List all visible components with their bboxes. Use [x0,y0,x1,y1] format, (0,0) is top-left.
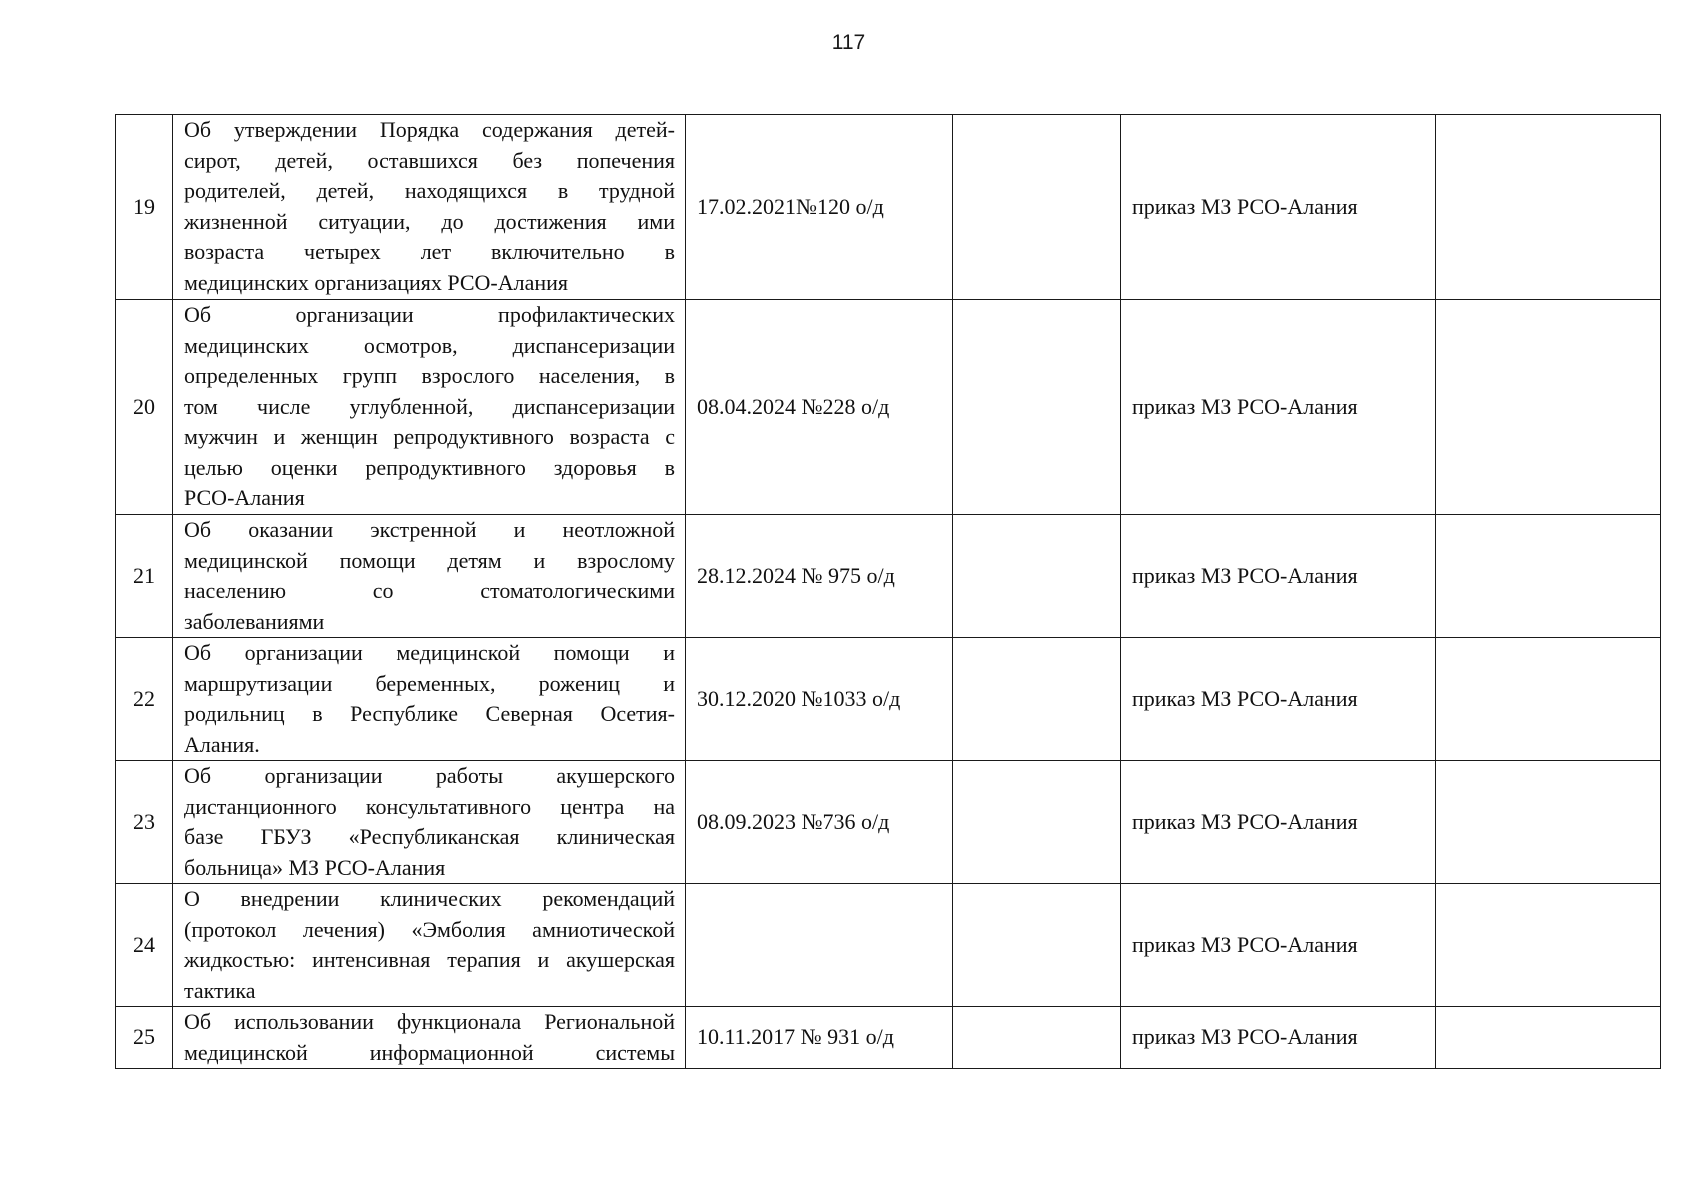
empty-cell [953,300,1121,515]
document-type: приказ МЗ РСО-Алания [1121,300,1436,515]
title-line: Об утверждении Порядка содержания детей- [184,117,675,142]
title-line: сирот, детей, оставшихся без попечения [184,147,675,173]
title-line: Об оказании экстренной и неотложной [184,517,675,542]
document-date-number: 30.12.2020 №1033 о/д [686,638,953,761]
title-line: Об организации работы акушерского [184,763,675,788]
row-number: 20 [116,300,173,515]
empty-cell [953,884,1121,1007]
title-line: заболеваниями [184,608,325,634]
empty-cell [1436,515,1661,638]
title-line: медицинских организациях РСО-Алания [184,269,569,295]
title-line: родильниц в Республике Северная Осетия- [184,701,675,726]
table-row [116,115,1661,300]
row-number: 23 [116,761,173,884]
document-title [173,515,686,638]
title-line: Об организации профилактических [184,302,675,327]
row-number: 25 [116,1007,173,1069]
document-date-number: 08.09.2023 №736 о/д [686,761,953,884]
row-number: 19 [116,115,173,300]
title-line: целью оценки репродуктивного здоровья в [184,454,675,480]
table-row [116,884,1661,1007]
title-line: (протокол лечения) «Эмболия амниотической [184,916,675,942]
title-line: жидкостью: интенсивная терапия и акушерская [184,947,675,972]
document-type: приказ МЗ РСО-Алания [1121,761,1436,884]
document-title [173,761,686,884]
empty-cell [1436,761,1661,884]
document-title [173,884,686,1007]
document-type: приказ МЗ РСО-Алания [1121,515,1436,638]
title-line: медицинских осмотров, диспансеризации [184,332,675,358]
empty-cell [1436,115,1661,300]
document-type: приказ МЗ РСО-Алания [1121,115,1436,300]
table-row [116,515,1661,638]
empty-cell [953,115,1121,300]
row-number: 22 [116,638,173,761]
document-type: приказ МЗ РСО-Алания [1121,638,1436,761]
title-line: Об использовании функционала Региональной [184,1009,675,1034]
title-line: том числе углубленной, диспансеризации [184,393,675,419]
document-type: приказ МЗ РСО-Алания [1121,1007,1436,1069]
empty-cell [953,761,1121,884]
table-row [116,300,1661,515]
document-type: приказ МЗ РСО-Алания [1121,884,1436,1007]
title-line: родителей, детей, находящихся в трудной [184,178,675,203]
title-line: жизненной ситуации, до достижения ими [184,208,675,234]
document-date-number: 08.04.2024 №228 о/д [686,300,953,515]
document-date-number: 17.02.2021№120 о/д [686,115,953,300]
empty-cell [953,515,1121,638]
empty-cell [1436,300,1661,515]
title-line: тактика [184,977,256,1003]
document-date-number: 10.11.2017 № 931 о/д [686,1007,953,1069]
page-number: 117 [831,31,866,54]
document-date-number [686,884,953,1007]
document-date-number: 28.12.2024 № 975 о/д [686,515,953,638]
table-row [116,1007,1661,1069]
document-title [173,638,686,761]
title-line: О внедрении клинических рекомендаций [184,886,675,911]
empty-cell [1436,884,1661,1007]
row-number: 24 [116,884,173,1007]
title-line: Алания. [184,731,260,757]
title-line: населению со стоматологическими [184,578,675,603]
row-number: 21 [116,515,173,638]
document-title [173,115,686,300]
empty-cell [953,1007,1121,1069]
title-line: мужчин и женщин репродуктивного возраста с [184,424,675,449]
empty-cell [953,638,1121,761]
empty-cell [1436,638,1661,761]
document-table [115,114,1661,1069]
title-line: больница» МЗ РСО-Алания [184,854,446,880]
title-line: Об организации медицинской помощи и [184,640,675,665]
empty-cell [1436,1007,1661,1069]
title-line: базе ГБУЗ «Республиканская клиническая [184,824,675,849]
title-line: дистанционного консультативного центра на [184,793,675,819]
title-line: маршрутизации беременных, рожениц и [184,670,675,696]
document-title [173,1007,686,1069]
table-row [116,761,1661,884]
title-line: возраста четырех лет включительно в [184,239,675,264]
title-line: определенных групп взрослого населения, в [184,363,675,388]
title-line: медицинской помощи детям и взрослому [184,547,675,573]
title-line: медицинской информационной системы [184,1039,675,1065]
title-line: РСО-Алания [184,485,305,510]
table-row [116,638,1661,761]
document-title [173,300,686,515]
table-body [116,115,1661,1069]
